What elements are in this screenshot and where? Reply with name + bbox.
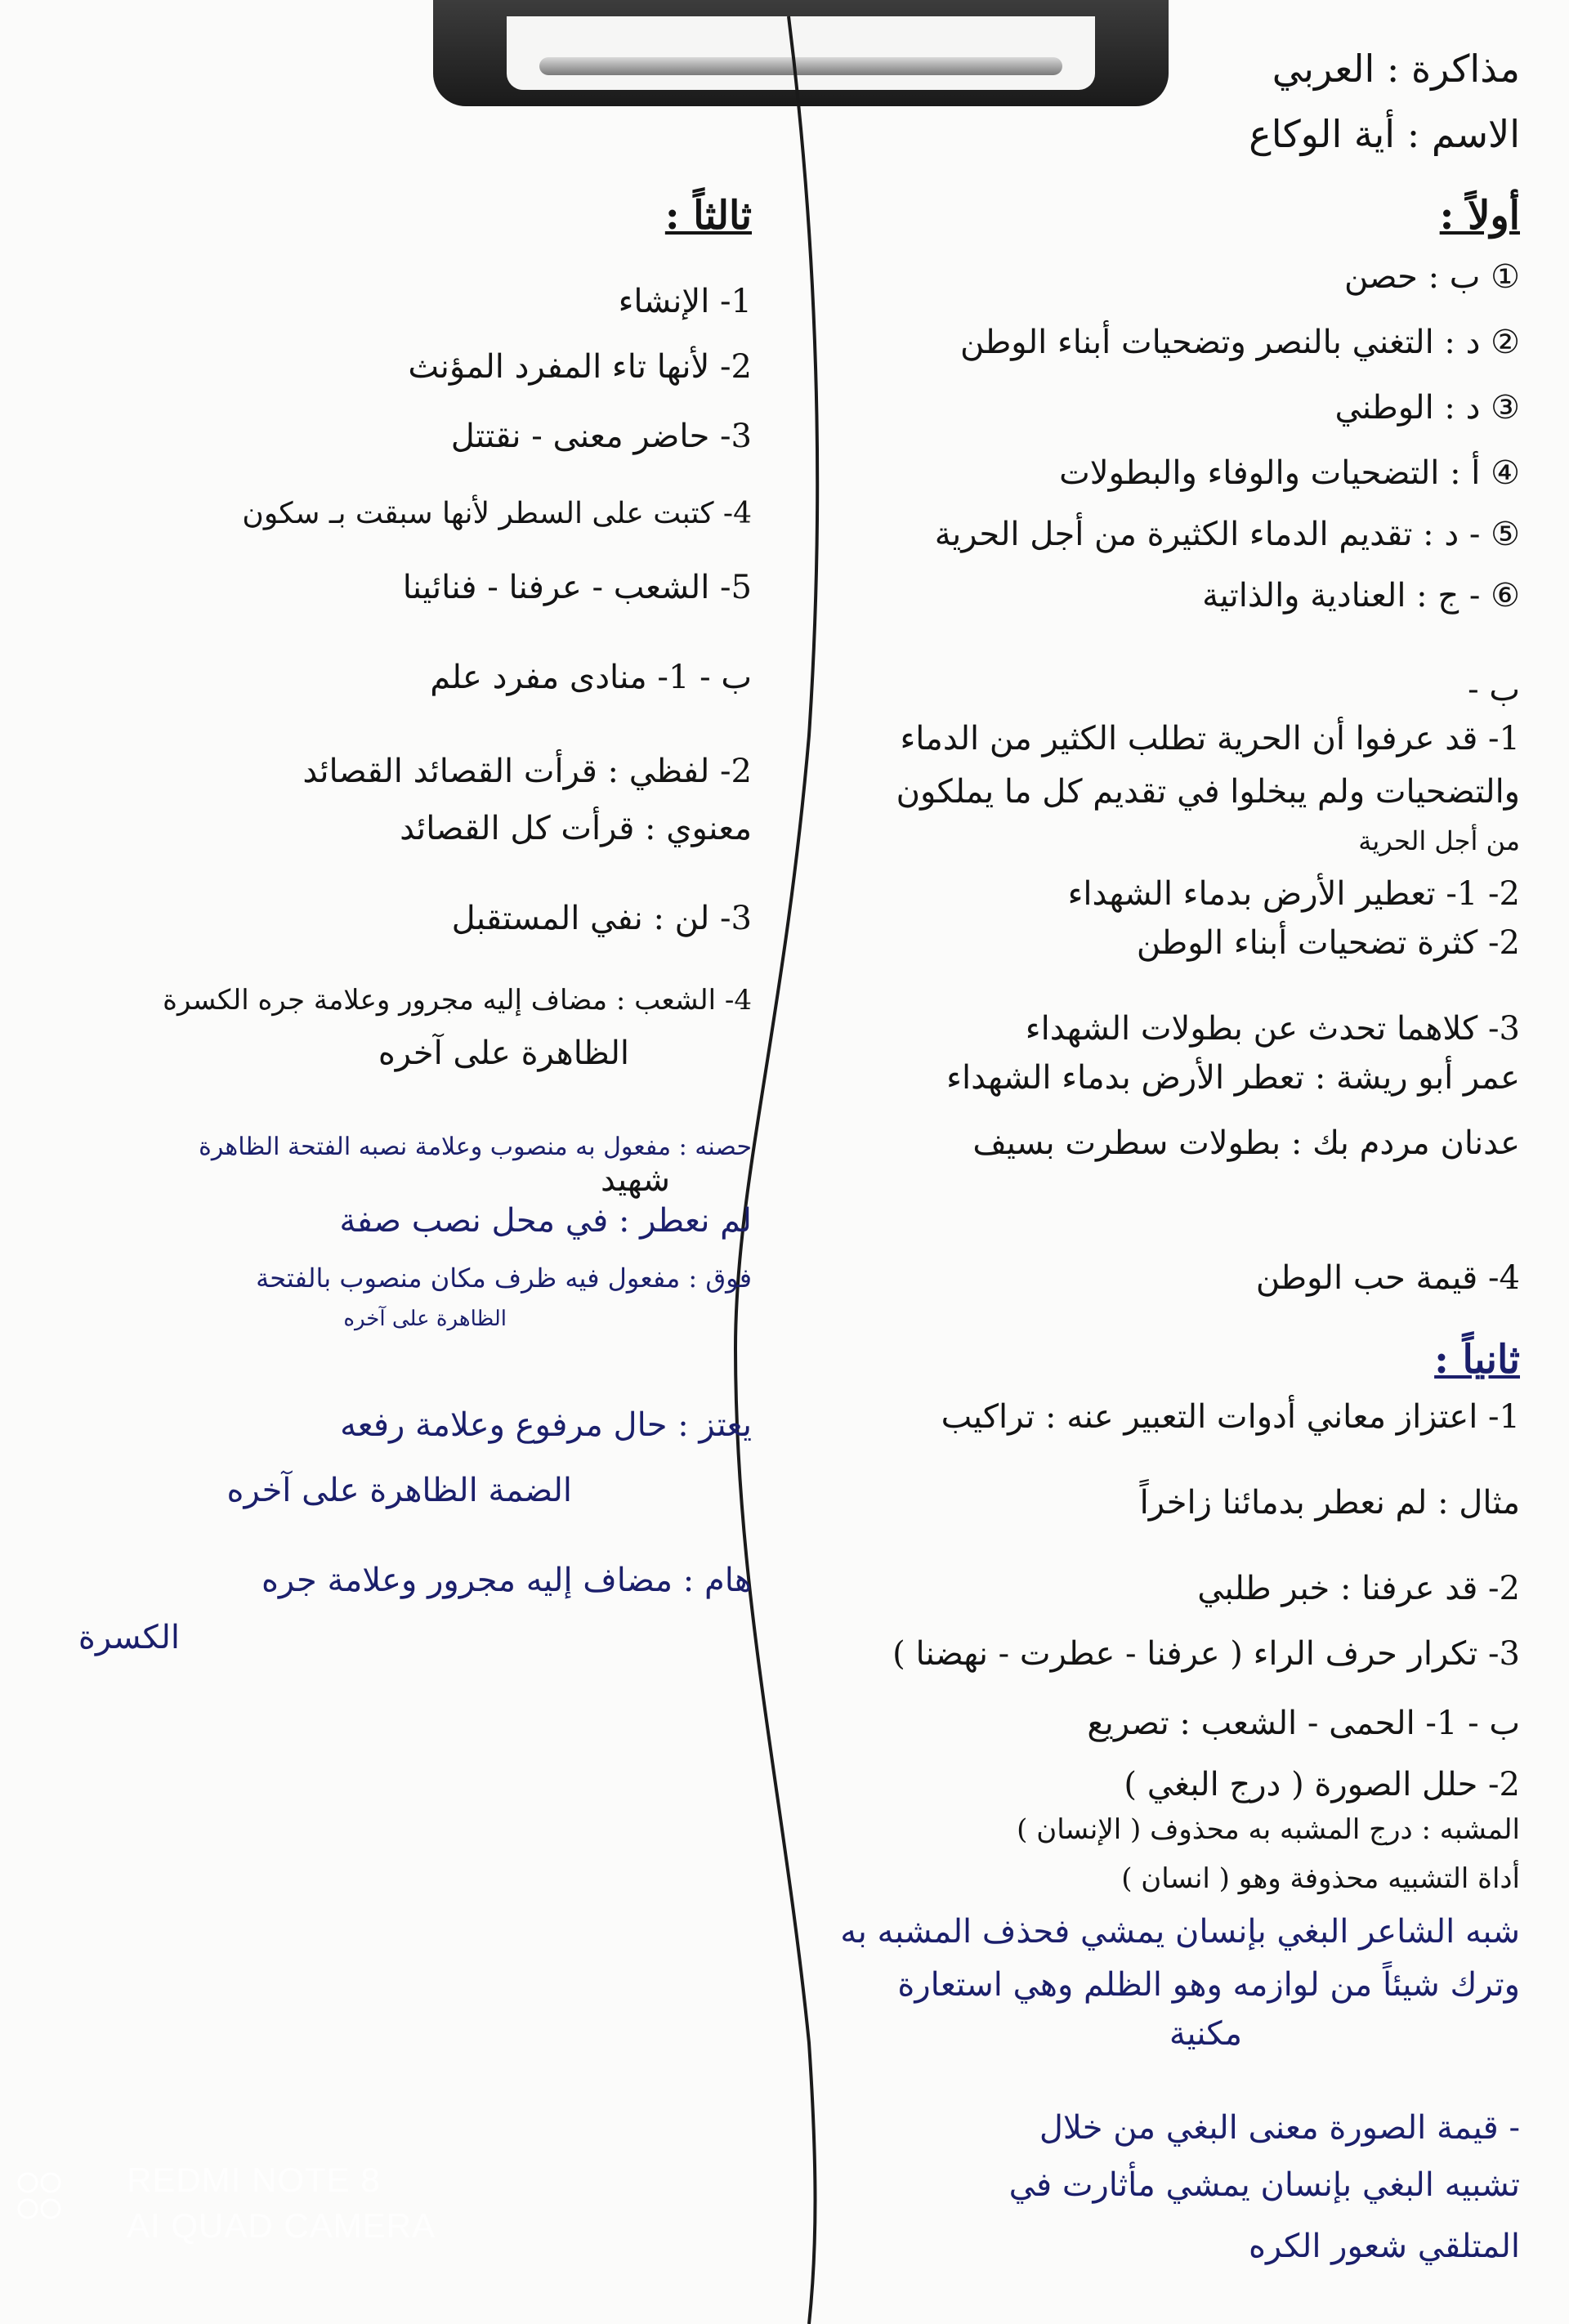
section-third-heading: ثالثاً : — [664, 193, 752, 239]
camera-watermark-text — [127, 2157, 436, 2249]
second-line-12: - قيمة الصورة معنى البغي من خلال — [1039, 2109, 1520, 2147]
third-line-15: الظاهرة على آخره — [343, 1307, 507, 1331]
third-line-13: لم نعطر : في محل نصب صفة — [339, 1202, 752, 1240]
third-line-10: 4- الشعب : مضاف إليه مجرور وعلامة جره الكسرة — [163, 984, 752, 1017]
third-line-6: ب - 1- منادى مفرد علم — [430, 659, 752, 696]
section-second-heading: ثانياً : — [1434, 1337, 1520, 1383]
second-line-14: المتلقي شعور الكره — [1249, 2228, 1520, 2265]
part-b-line-5: 2- كثرة تضحيات أبناء الوطن — [1136, 924, 1520, 962]
third-line-8: معنوي : قرأت كل القصائد — [400, 810, 752, 847]
second-line-13: تشبيه البغي بإنسان يمشي مأثارت في — [1008, 2166, 1520, 2204]
part-b-line-8: عدنان مردم بك : بطولات سطرت بسيف — [972, 1124, 1520, 1162]
third-line-17: الضمة الظاهرة على آخره — [226, 1472, 572, 1509]
answer-5: ⑤ - د : تقديم الدماء الكثيرة من أجل الحرية — [934, 516, 1520, 553]
second-line-3: 2- قد عرفنا : خبر طلبي — [1197, 1570, 1520, 1607]
part-b-line-2: والتضحيات ولم يبخلوا في تقديم كل ما يملكون — [896, 773, 1520, 811]
watermark-line-2: AI QUAD CAMERA — [127, 2206, 436, 2245]
part-b-line-3: من أجل الحرية — [1358, 825, 1520, 856]
part-b-line-10: 4- قيمة حب الوطن — [1255, 1259, 1520, 1297]
second-line-11: مكنية — [1169, 2015, 1242, 2053]
third-line-14: فوق : مفعول فيه ظرف مكان منصوب بالفتحة — [256, 1263, 752, 1294]
part-b-line-6: 3- كلاهما تحدث عن بطولات الشهداء — [1025, 1010, 1520, 1048]
third-line-11: الظاهرة على آخره — [378, 1035, 629, 1072]
camera-watermark-icon — [16, 2170, 65, 2235]
second-line-1: 1- اعتزاز معاني أدوات التعبير عنه : تراكيب — [941, 1398, 1520, 1436]
second-line-6: 2- حلل الصورة ( درج البغي ) — [1124, 1766, 1520, 1803]
section-first-heading: أولاً : — [1439, 193, 1520, 239]
answer-4: ④ أ : التضحيات والوفاء والبطولات — [1059, 454, 1520, 492]
third-line-9: 3- لن : نفي المستقبل — [451, 900, 752, 937]
part-b-line-9: شهيد — [600, 1161, 670, 1199]
answer-3: ③ د : الوطني — [1334, 389, 1520, 427]
third-line-3: 3- حاضر معنى - نقتتل — [450, 418, 752, 455]
part-b-line-7: عمر أبو ريشة : تعطر الأرض بدماء الشهداء — [946, 1059, 1520, 1097]
third-line-12: حصنه : مفعول به منصوب وعلامة نصبه الفتحة الظاهرة — [199, 1133, 752, 1161]
second-line-5: ب - 1- الحمى - الشعب : تصريع — [1087, 1705, 1520, 1742]
third-line-7: 2- لفظي : قرأت القصائد القصائد — [302, 753, 752, 790]
third-line-19: الكسرة — [78, 1619, 180, 1656]
third-line-18: هام : مضاف إليه مجرور وعلامة جره — [261, 1562, 752, 1599]
answer-6: ⑥ - ج : العنادية والذاتية — [1202, 577, 1520, 615]
third-line-2: 2- لأنها تاء المفرد المؤنث — [408, 348, 752, 386]
second-line-9: شبه الشاعر البغي بإنسان يمشي فحذف المشبه به — [840, 1913, 1520, 1951]
watermark-line-1: REDMI NOTE 8 — [127, 2161, 381, 2199]
third-line-4: 4- كتبت على السطر لأنها سبقت بـ سكون — [242, 497, 752, 530]
part-b-line-1: 1- قد عرفوا أن الحرية تطلب الكثير من الدماء — [900, 720, 1520, 758]
second-line-7: المشبه : درج المشبه به محذوف ( الإنسان ) — [1017, 1813, 1520, 1846]
third-line-1: 1- الإنشاء — [618, 283, 752, 320]
second-line-2: مثال : لم نعطر بدمائنا زاخراً — [1139, 1484, 1520, 1522]
part-b-label: ب - — [1468, 671, 1520, 708]
second-line-4: 3- تكرار حرف الراء ( عرفنا - عطرت - نهضنا ) — [892, 1635, 1520, 1673]
student-name: الاسم : أية الوكاع — [1249, 112, 1520, 156]
third-line-5: 5- الشعب - عرفنا - فنائينا — [402, 569, 752, 606]
second-line-10: وترك شيئاً من لوازمه وهو الظلم وهي استعارة — [897, 1966, 1520, 2004]
second-line-8: أداة التشبيه محذوفة وهو ( انسان ) — [1121, 1862, 1520, 1895]
part-b-line-4: 2- 1- تعطير الأرض بدماء الشهداء — [1067, 875, 1520, 913]
third-line-16: يعتز : حال مرفوع وعلامة رفعه — [340, 1406, 752, 1444]
answer-2: ② د : التغني بالنصر وتضحيات أبناء الوطن — [960, 324, 1520, 361]
exam-subject: مذاكرة : العربي — [1272, 47, 1520, 91]
answer-1: ① ب : حصن — [1344, 258, 1520, 296]
